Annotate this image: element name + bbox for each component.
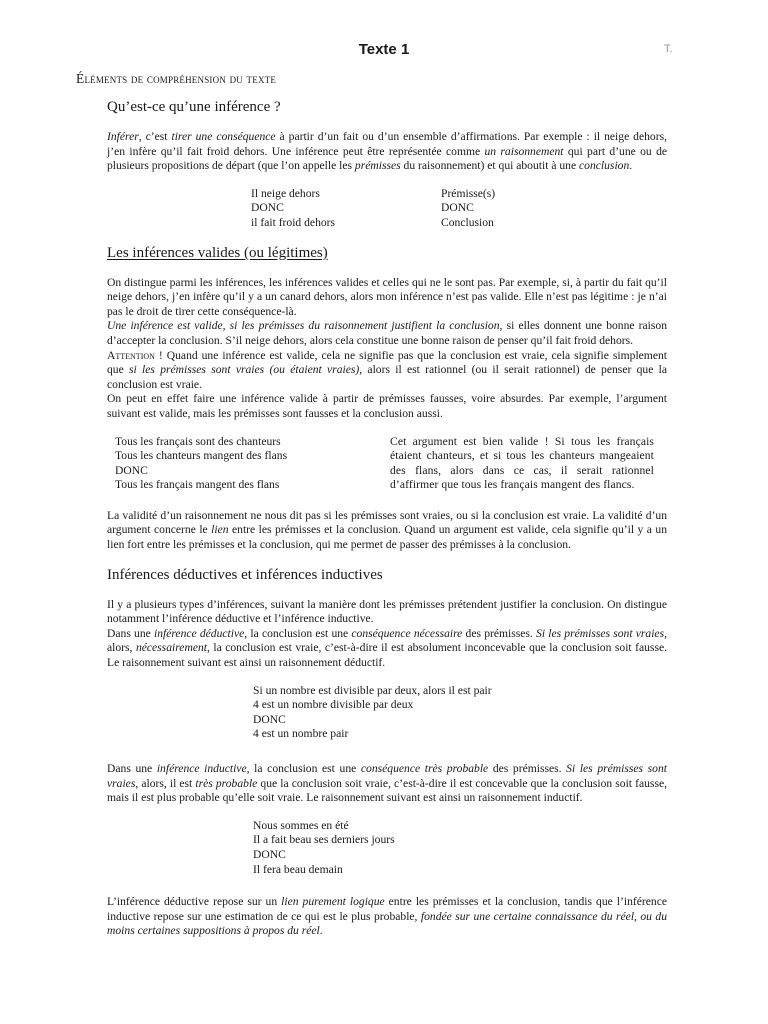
paragraph-attention: Attention ! Quand une inférence est valide, cela ne signifie pas que la conclusion est vraie, cela signifie simplement que si les prémisses sont vraies (ou étaient vraies), alors il est rationnel (ou il serait rationnel) de penser que la conclusion est vraie. — [107, 348, 667, 391]
paragraph-valid-2: Une inférence est valide, si les prémisses du raisonnement justifient la conclusion, si elles donnent une bonne raison d’accepter la conclusion. S’il neige dehors, alors cela constitue une bonne raison de penser qu’il fait froid dehors. — [107, 319, 667, 347]
flans-argument: Tous les français sont des chanteurs Tous les chanteurs mangent des flans DONC Tous les français mangent des flans — [115, 434, 288, 492]
paragraph-valid-1: On distingue parmi les inférences, les inférences valides et celles qui ne le sont pas. Par exemple, si, à partir du fait qu’il neige dehors, j’en infère qu’il y a un canard dehors, alors mon inférence n’est pas valide. Elle n’est pas légitime : je n’ai pas le droit de tirer cette conséquence-là. — [107, 275, 667, 318]
paragraph-validity-link: La validité d’un raisonnement ne nous dit pas si les prémisses sont vraies, ou si la conclusion est vraie. La validité d’un argument concerne le lien entre les prémisses et la conclusion. Quand un argument est valide, cela signifie qu’il y a un lien fort entre les prémisses et la conclusion, qui me permet de passer des prémisses à la conclusion. — [107, 508, 667, 552]
syllogism-example — [107, 187, 667, 231]
corner-mark: T. — [664, 43, 673, 55]
flans-comment: Cet argument est bien valide ! Si tous les français étaient chanteurs, et si tous les chanteurs mangeaient des flans, alors dans ce cas, il serait rationnel d’affirmer que tous les français mangent des flancs. — [390, 434, 654, 492]
heading-deductive-inductive: Inférences déductives et inférences inductives — [107, 566, 383, 583]
paragraph-conclusion: L’inférence déductive repose sur un lien purement logique entre les prémisses et la conclusion, tandis que l’inférence inductive repose sur une estimation de ce qui est le plus probable, fondée sur une certaine connaissance du réel, ou du moins certaines suppositions à propos du réel. — [107, 895, 667, 938]
paragraph-inductive: Dans une inférence inductive, la conclusion est une conséquence très probable des prémisses. Si les prémisses sont vraies, alors, il est très probable que la conclusion soit vraie, c’est-à-dire il est concevable que la conclusion soit fausse, mais il est plus probable qu’elle soit vraie. Le raisonnement suivant est ainsi un raisonnement inductif. — [107, 762, 667, 805]
heading-what-is-inference: Qu’est-ce qu’une inférence ? — [107, 99, 281, 115]
deductive-example: Si un nombre est divisible par deux, alors il est pair 4 est un nombre divisible par deux DONC 4 est un nombre pair — [253, 683, 492, 741]
heading-valid-inferences: Les inférences valides (ou légitimes) — [107, 244, 328, 261]
section-title: Éléments de compréhension du texte — [76, 71, 277, 86]
paragraph-deductive: Dans une inférence déductive, la conclusion est une conséquence nécessaire des prémisses. Si les prémisses sont vraies, alors, nécessairement, la conclusion est vraie, c’est-à-dire il est absolument inconcevable que la conclusion soit fausse. Le raisonnement suivant est ainsi un raisonnement déductif. — [107, 626, 667, 670]
paragraph-valid-4: On peut en effet faire une inférence valide à partir de prémisses fausses, voire absurdes. Par exemple, l’argument suivant est valide, mais les prémisses sont fausses et la conclusion aussi. — [107, 392, 667, 420]
syllogism-left: Il neige dehors DONC il fait froid dehors — [251, 186, 336, 229]
syllogism-right: Prémisse(s) DONC Conclusion — [441, 186, 496, 229]
document-body — [107, 98, 667, 939]
paragraph-types: Il y a plusieurs types d’inférences, suivant la manière dont les prémisses prétendent justifier la conclusion. On distingue notamment l’inférence déductive et l’inférence inductive. — [107, 597, 667, 626]
page-title: Texte 1 — [358, 41, 410, 58]
paragraph-definition: Inférer, c’est tirer une conséquence à partir d’un fait ou d’un ensemble d’affirmations. Par exemple : il neige dehors, j’en infère qu’il fait froid dehors. Une inférence peut être représentée comme un raisonnement qui part d’une ou de plusieurs propositions de départ (que l’on appelle les prémisses du raisonnement) et qui aboutit à une conclusion. — [107, 130, 668, 173]
flans-example — [105, 435, 667, 493]
inductive-example: Nous sommes en été Il a fait beau ses derniers jours DONC Il fera beau demain — [253, 818, 395, 876]
